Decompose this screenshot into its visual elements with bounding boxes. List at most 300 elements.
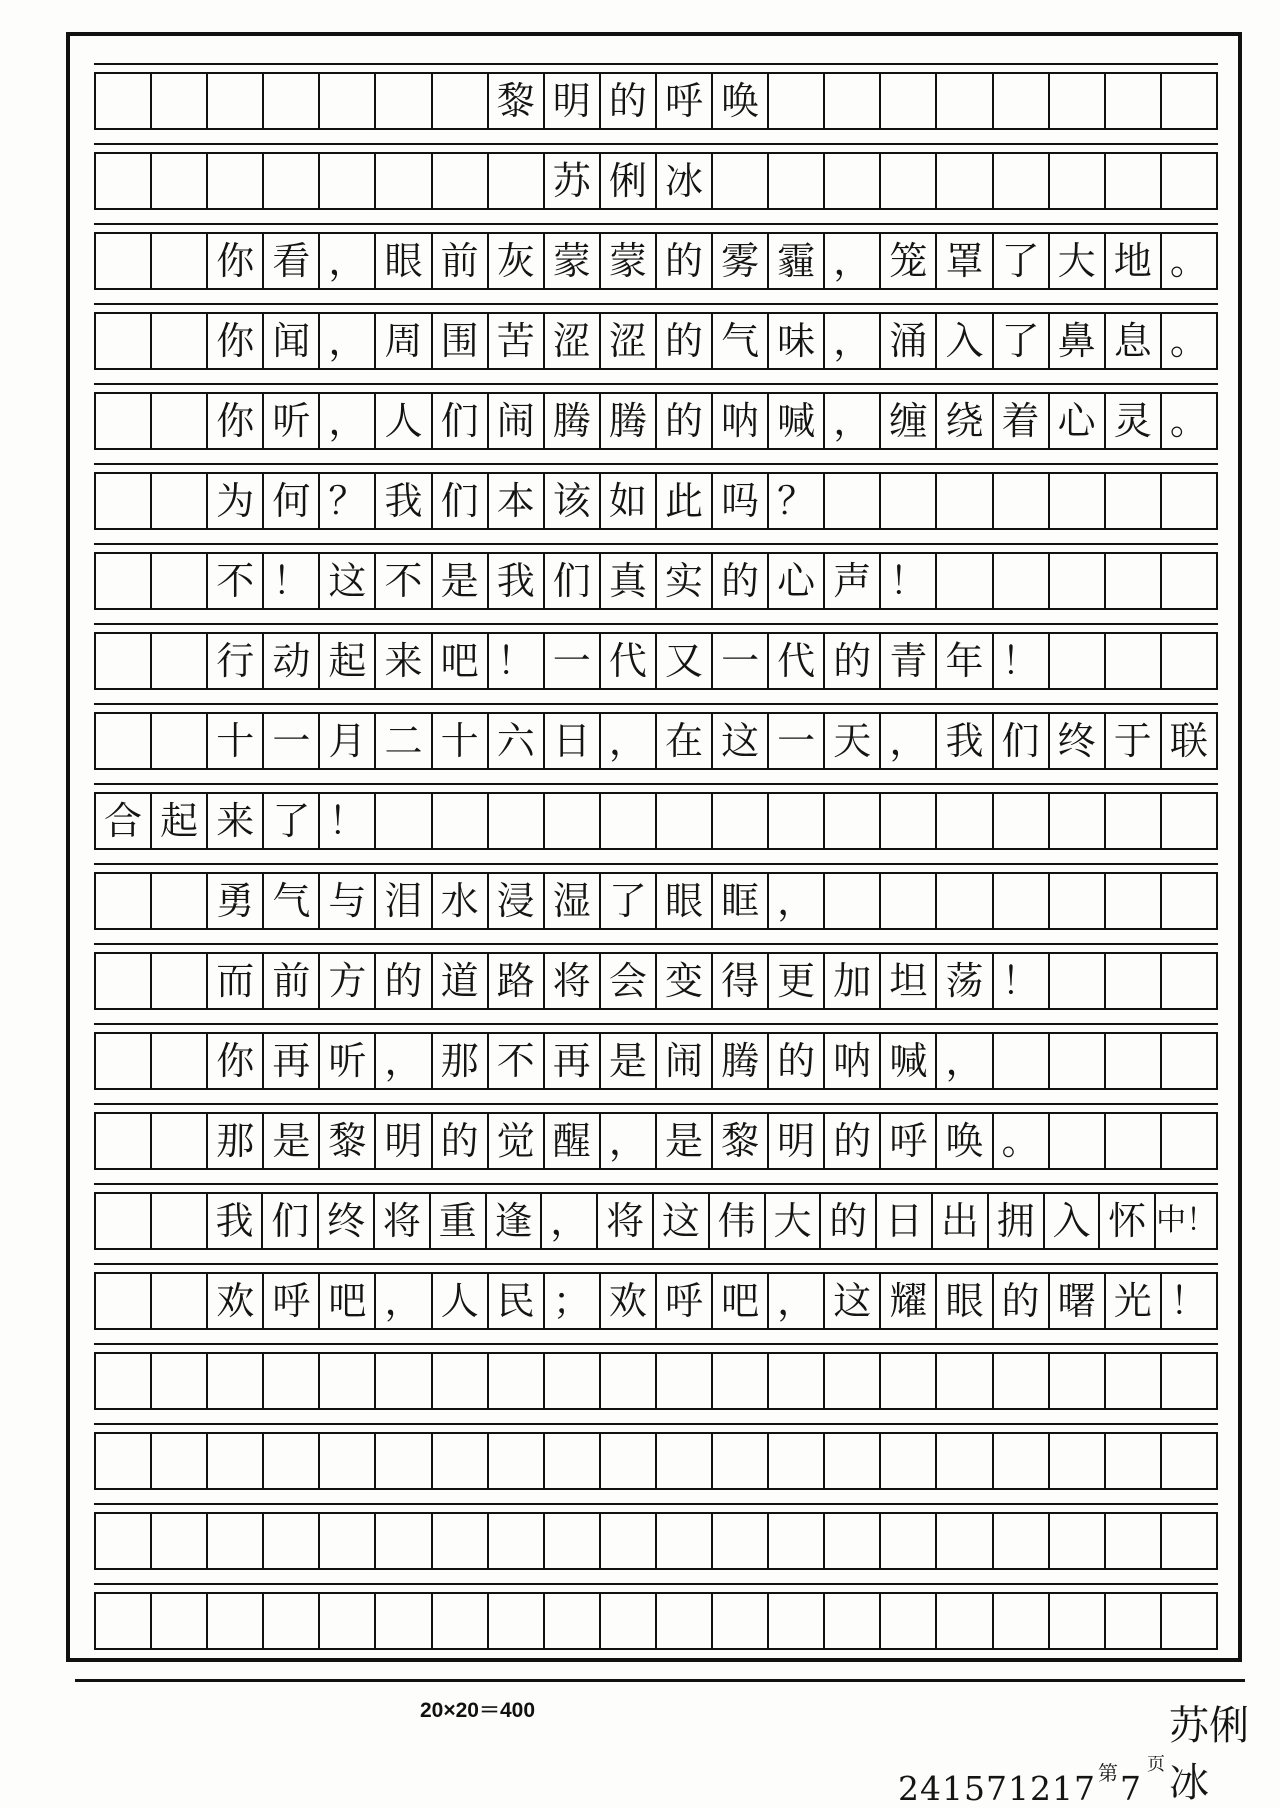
grid-cell: [879, 1594, 935, 1648]
grid-cell: [150, 554, 206, 608]
page-unit: 页: [1146, 1754, 1165, 1775]
grid-cell: ，: [823, 394, 879, 448]
grid-cell: 黎: [487, 74, 543, 128]
grid-cell: [1048, 1114, 1104, 1168]
grid-cell: [96, 474, 150, 528]
grid-cell: [150, 1594, 206, 1648]
grid-cell: 腾: [711, 1034, 767, 1088]
grid-cell: [1048, 554, 1104, 608]
grid-cell: [374, 154, 430, 208]
grid-cell: 鼻: [1048, 314, 1104, 368]
grid-cell: [96, 74, 150, 128]
grid-cell: [1048, 1034, 1104, 1088]
grid-cell: [318, 1594, 374, 1648]
grid-cell: [655, 1434, 711, 1488]
grid-cell: 听: [262, 394, 318, 448]
grid-cell: 是: [431, 554, 487, 608]
grid-cell: 更: [767, 954, 823, 1008]
grid-cell: [374, 1514, 430, 1568]
grid-cell: 青: [879, 634, 935, 688]
grid-cell: 唤: [935, 1114, 991, 1168]
grid-cell: 明: [374, 1114, 430, 1168]
grid-cell: 们: [431, 394, 487, 448]
poem-line: [94, 632, 1218, 690]
grid-cell: [431, 1514, 487, 1568]
grid-cell: [879, 154, 935, 208]
grid-cell: 的: [711, 554, 767, 608]
grid-cell: [150, 474, 206, 528]
grid-cell: [935, 1594, 991, 1648]
grid-cell: [1104, 794, 1160, 848]
grid-cell: ，: [879, 714, 935, 768]
grid-cell: 的: [767, 1034, 823, 1088]
grid-cell: [96, 874, 150, 928]
grid-cell: 。: [1160, 234, 1216, 288]
grid-cell: [1160, 74, 1216, 128]
grid-cell: ，: [318, 234, 374, 288]
manuscript-sheet: [66, 32, 1242, 1662]
grid-cell: 眼: [374, 234, 430, 288]
grid-cell: 们: [431, 474, 487, 528]
grid-cell: [992, 154, 1048, 208]
grid-cell: 该: [543, 474, 599, 528]
grid-cell: [767, 1514, 823, 1568]
grid-cell: [879, 874, 935, 928]
grid-cell: 再: [543, 1034, 599, 1088]
poem-line: [94, 1272, 1218, 1330]
grid-cell: [935, 874, 991, 928]
grid-cell: [96, 714, 150, 768]
grid-cell: 浸: [487, 874, 543, 928]
grid-cell: [935, 1354, 991, 1408]
grid-cell: [1104, 634, 1160, 688]
grid-cell: 唤: [711, 74, 767, 128]
grid-cell: 欢: [599, 1274, 655, 1328]
poem-line: [94, 392, 1218, 450]
grid-cell: [487, 154, 543, 208]
poem-line: [94, 312, 1218, 370]
grid-cell: [543, 1594, 599, 1648]
grid-cell: 耀: [879, 1274, 935, 1328]
grid-cell: 将: [596, 1194, 652, 1248]
grid-cell: 终: [1048, 714, 1104, 768]
grid-cell: 息: [1104, 314, 1160, 368]
grid-cell: [96, 634, 150, 688]
grid-cell: 围: [431, 314, 487, 368]
grid-cell: 涩: [599, 314, 655, 368]
grid-cell: [150, 394, 206, 448]
grid-cell: [599, 1434, 655, 1488]
grid-cell: [1104, 554, 1160, 608]
grid-cell: [543, 1514, 599, 1568]
grid-cell: [96, 954, 150, 1008]
grid-cell: 灵: [1104, 394, 1160, 448]
grid-cell: 霾: [767, 234, 823, 288]
grid-cell: 是: [655, 1114, 711, 1168]
grid-cell: ？: [318, 474, 374, 528]
grid-cell: 我: [374, 474, 430, 528]
grid-cell: 十: [206, 714, 262, 768]
grid-cell: [374, 74, 430, 128]
grid-cell: [431, 1434, 487, 1488]
poem-line: [94, 232, 1218, 290]
grid-cell: [487, 1594, 543, 1648]
grid-cell: [543, 1354, 599, 1408]
grid-cell: [1104, 954, 1160, 1008]
grid-cell: 日: [875, 1194, 931, 1248]
grid-cell: 六: [487, 714, 543, 768]
title-row: [94, 72, 1218, 130]
grid-cell: ，: [823, 234, 879, 288]
grid-cell: [879, 1354, 935, 1408]
grid-cell: [487, 1434, 543, 1488]
grid-cell: 真: [599, 554, 655, 608]
grid-cell: [1048, 1594, 1104, 1648]
grid-cell: [1104, 1114, 1160, 1168]
grid-cell: [206, 154, 262, 208]
grid-cell: [262, 1354, 318, 1408]
grid-cell: [823, 74, 879, 128]
grid-cell: 代: [599, 634, 655, 688]
grid-cell: 将: [373, 1194, 429, 1248]
grid-cell: 中！: [1154, 1194, 1216, 1248]
grid-cell: 腾: [599, 394, 655, 448]
grid-cell: 涌: [879, 314, 935, 368]
grid-cell: 涩: [543, 314, 599, 368]
grid-cell: [1104, 1354, 1160, 1408]
grid-cell: 代: [767, 634, 823, 688]
grid-cell: 的: [823, 1114, 879, 1168]
grid-cell: ，: [599, 1114, 655, 1168]
grid-cell: [1160, 554, 1216, 608]
grid-cell: ，: [318, 394, 374, 448]
grid-cell: 了: [599, 874, 655, 928]
grid-cell: 欢: [206, 1274, 262, 1328]
grid-cell: 心: [767, 554, 823, 608]
grid-cell: [150, 714, 206, 768]
grid-cell: [1104, 1034, 1160, 1088]
grid-cell: [1048, 1514, 1104, 1568]
grid-cell: 的: [599, 74, 655, 128]
page-number: 7: [1119, 1769, 1141, 1808]
grid-cell: [1160, 634, 1216, 688]
grid-cell: [767, 794, 823, 848]
grid-cell: 闻: [262, 314, 318, 368]
grid-cell: [992, 1354, 1048, 1408]
grid-cell: [206, 74, 262, 128]
grid-cell: [992, 794, 1048, 848]
grid-cell: [879, 74, 935, 128]
grid-cell: 喊: [767, 394, 823, 448]
grid-cell: [150, 874, 206, 928]
grid-cell: 怀: [1098, 1194, 1154, 1248]
grid-cell: [767, 1354, 823, 1408]
grid-cell: 为: [206, 474, 262, 528]
grid-cell: 是: [262, 1114, 318, 1168]
grid-cell: 与: [318, 874, 374, 928]
grid-cell: 动: [262, 634, 318, 688]
grid-cell: 于: [1104, 714, 1160, 768]
grid-cell: 泪: [374, 874, 430, 928]
grid-cell: [1048, 474, 1104, 528]
grid-cell: [879, 474, 935, 528]
grid-cell: 呐: [823, 1034, 879, 1088]
grid-cell: ！: [262, 554, 318, 608]
manuscript-grid: [94, 72, 1218, 1672]
grid-cell: [935, 1434, 991, 1488]
poem-line: [94, 1112, 1218, 1170]
grid-cell: 的: [374, 954, 430, 1008]
grid-cell: 黎: [318, 1114, 374, 1168]
grid-cell: 不: [206, 554, 262, 608]
grid-cell: [1160, 874, 1216, 928]
grid-cell: [96, 1034, 150, 1088]
grid-cell: ！: [487, 634, 543, 688]
grid-cell: [96, 554, 150, 608]
grid-cell: 吧: [318, 1274, 374, 1328]
grid-cell: 那: [431, 1034, 487, 1088]
grid-cell: 我: [206, 1194, 262, 1248]
grid-cell: ，: [935, 1034, 991, 1088]
grid-cell: [1160, 474, 1216, 528]
grid-cell: 天: [823, 714, 879, 768]
grid-cell: [431, 74, 487, 128]
grid-cell: [823, 474, 879, 528]
grid-cell: ；: [543, 1274, 599, 1328]
grid-cell: 出: [931, 1194, 987, 1248]
grid-cell: [374, 1594, 430, 1648]
student-id: 241571217: [898, 1769, 1096, 1808]
grid-cell: 二: [374, 714, 430, 768]
grid-cell: [318, 74, 374, 128]
grid-cell: 。: [1160, 394, 1216, 448]
grid-cell: [599, 1514, 655, 1568]
grid-cell: 坦: [879, 954, 935, 1008]
grid-cell: 变: [655, 954, 711, 1008]
grid-cell: 方: [318, 954, 374, 1008]
grid-cell: [992, 1514, 1048, 1568]
grid-cell: [431, 1594, 487, 1648]
grid-cell: ！: [879, 554, 935, 608]
grid-cell: ！: [318, 794, 374, 848]
grid-cell: [1160, 1114, 1216, 1168]
grid-cell: 如: [599, 474, 655, 528]
grid-cell: [992, 474, 1048, 528]
grid-cell: [823, 1514, 879, 1568]
grid-cell: [374, 1434, 430, 1488]
grid-cell: 又: [655, 634, 711, 688]
grid-cell: 我: [487, 554, 543, 608]
grid-cell: 加: [823, 954, 879, 1008]
grid-cell: 眼: [935, 1274, 991, 1328]
grid-cell: [487, 794, 543, 848]
grid-cell: 明: [543, 74, 599, 128]
grid-cell: [767, 1594, 823, 1648]
grid-cell: 在: [655, 714, 711, 768]
grid-cell: 冰: [655, 154, 711, 208]
grid-cell: ，: [374, 1034, 430, 1088]
poem-line: [94, 952, 1218, 1010]
grid-cell: [150, 1274, 206, 1328]
grid-cell: [1104, 154, 1160, 208]
grid-cell: [711, 1434, 767, 1488]
grid-cell: 觉: [487, 1114, 543, 1168]
grid-cell: 呐: [711, 394, 767, 448]
grid-cell: ，: [374, 1274, 430, 1328]
grid-cell: [150, 1354, 206, 1408]
grid-cell: 呼: [655, 1274, 711, 1328]
poem-line: [94, 872, 1218, 930]
bottom-rule: [75, 1679, 1245, 1682]
grid-cell: [150, 234, 206, 288]
grid-cell: [206, 1354, 262, 1408]
author-row: [94, 152, 1218, 210]
grid-cell: [431, 794, 487, 848]
grid-cell: 醒: [543, 1114, 599, 1168]
grid-cell: 湿: [543, 874, 599, 928]
grid-cell: [431, 1354, 487, 1408]
grid-cell: 此: [655, 474, 711, 528]
grid-cell: ，: [540, 1194, 596, 1248]
grid-cell: 。: [1160, 314, 1216, 368]
grid-cell: [823, 1594, 879, 1648]
grid-cell: [992, 74, 1048, 128]
poem-line: [94, 552, 1218, 610]
grid-cell: [655, 1514, 711, 1568]
grid-cell: 吧: [431, 634, 487, 688]
grid-cell: 闹: [487, 394, 543, 448]
poem-line: [94, 472, 1218, 530]
grid-cell: 一: [711, 634, 767, 688]
grid-cell: 一: [767, 714, 823, 768]
grid-cell: [879, 1514, 935, 1568]
grid-cell: 这: [711, 714, 767, 768]
grid-cell: 大: [764, 1194, 820, 1248]
grid-cell: 民: [487, 1274, 543, 1328]
grid-cell: [150, 1034, 206, 1088]
grid-cell: [318, 154, 374, 208]
grid-cell: 道: [431, 954, 487, 1008]
grid-cell: [767, 154, 823, 208]
grid-cell: [935, 1514, 991, 1568]
grid-cell: 荡: [935, 954, 991, 1008]
grid-cell: [150, 1434, 206, 1488]
grid-cell: 地: [1104, 234, 1160, 288]
grid-cell: 眶: [711, 874, 767, 928]
grid-cell: 呼: [879, 1114, 935, 1168]
grid-cell: 联: [1160, 714, 1216, 768]
grid-cell: 光: [1104, 1274, 1160, 1328]
grid-cell: [262, 74, 318, 128]
grid-cell: 喊: [879, 1034, 935, 1088]
grid-cell: 实: [655, 554, 711, 608]
grid-cell: [992, 874, 1048, 928]
empty-row: [94, 1592, 1218, 1650]
grid-cell: [318, 1514, 374, 1568]
grid-cell: [318, 1354, 374, 1408]
grid-cell: 逢: [485, 1194, 541, 1248]
grid-cell: [318, 1434, 374, 1488]
grid-cell: [262, 1434, 318, 1488]
grid-cell: [879, 1434, 935, 1488]
grid-cell: 蒙: [543, 234, 599, 288]
grid-cell: ，: [823, 314, 879, 368]
grid-cell: 起: [318, 634, 374, 688]
author-signature: 苏俐冰: [1168, 1703, 1249, 1806]
grid-cell: 伟: [708, 1194, 764, 1248]
grid-cell: [935, 794, 991, 848]
grid-cell: ，: [318, 314, 374, 368]
grid-cell: [992, 1434, 1048, 1488]
grid-cell: 们: [992, 714, 1048, 768]
grid-cell: 将: [543, 954, 599, 1008]
grid-cell: [767, 1434, 823, 1488]
grid-cell: 前: [262, 954, 318, 1008]
grid-cell: [150, 314, 206, 368]
grid-cell: [823, 154, 879, 208]
grid-cell: [96, 1354, 150, 1408]
grid-cell: [150, 1514, 206, 1568]
grid-cell: 会: [599, 954, 655, 1008]
grid-cell: 而: [206, 954, 262, 1008]
grid-cell: 人: [374, 394, 430, 448]
grid-cell: [262, 154, 318, 208]
grid-cell: [1160, 1594, 1216, 1648]
grid-cell: [599, 1594, 655, 1648]
grid-cell: [96, 314, 150, 368]
grid-cell: [96, 154, 150, 208]
grid-cell: 你: [206, 314, 262, 368]
poem-line: [94, 712, 1218, 770]
grid-cell: 的: [431, 1114, 487, 1168]
grid-cell: 声: [823, 554, 879, 608]
grid-cell: ！: [992, 634, 1048, 688]
grid-cell: 了: [992, 314, 1048, 368]
grid-cell: [711, 154, 767, 208]
grid-cell: [1048, 954, 1104, 1008]
grid-cell: [823, 1434, 879, 1488]
grid-cell: 着: [992, 394, 1048, 448]
grid-cell: [150, 1194, 206, 1248]
poem-line: [94, 1192, 1218, 1250]
grid-cell: [1104, 1594, 1160, 1648]
grid-cell: 行: [206, 634, 262, 688]
grid-cell: 气: [711, 314, 767, 368]
grid-cell: 这: [823, 1274, 879, 1328]
grid-cell: 十: [431, 714, 487, 768]
grid-cell: [655, 1594, 711, 1648]
grid-cell: 罩: [935, 234, 991, 288]
grid-cell: 人: [431, 1274, 487, 1328]
grid-cell: [1160, 954, 1216, 1008]
grid-cell: [206, 1434, 262, 1488]
grid-cell: 了: [992, 234, 1048, 288]
grid-cell: 不: [374, 554, 430, 608]
grid-cell: 起: [150, 794, 206, 848]
grid-cell: 的: [655, 234, 711, 288]
grid-cell: [374, 1354, 430, 1408]
grid-cell: 这: [652, 1194, 708, 1248]
grid-cell: 日: [543, 714, 599, 768]
grid-cell: 的: [655, 394, 711, 448]
grid-cell: 一: [543, 634, 599, 688]
grid-cell: [543, 1434, 599, 1488]
grid-cell: 你: [206, 1034, 262, 1088]
grid-cell: [992, 1034, 1048, 1088]
grid-cell: 笼: [879, 234, 935, 288]
grid-cell: 苏: [543, 154, 599, 208]
grid-cell: 雾: [711, 234, 767, 288]
